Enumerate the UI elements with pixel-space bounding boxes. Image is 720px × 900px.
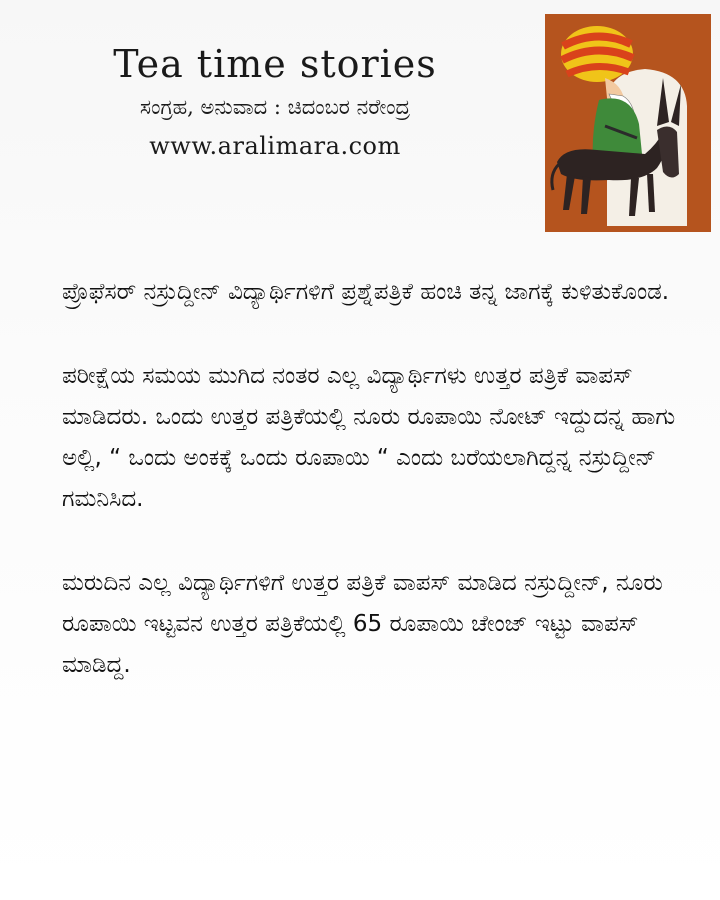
- page-subtitle: ಸಂಗ್ರಹ, ಅನುವಾದ : ಚಿದಂಬರ ನರೇಂದ್ರ: [139, 95, 411, 119]
- story-paragraph: ಪ್ರೊಫೆಸರ್ ನಸ್ರುದ್ದೀನ್ ವಿದ್ಯಾರ್ಥಿಗಳಿಗೆ ಪ್ರಶ್ನೆಪತ್ರಿಕೆ ಹಂಚಿ ತನ್ನ ಜಾಗಕ್ಕೆ ಕುಳಿತುಕೊಂಡ.: [62, 279, 670, 305]
- website-link[interactable]: www.aralimara.com: [149, 132, 401, 160]
- nasruddin-on-donkey-illustration: [545, 14, 711, 232]
- story-paragraph: ಪರೀಕ್ಷೆಯ ಸಮಯ ಮುಗಿದ ನಂತರ ಎಲ್ಲ ವಿದ್ಯಾರ್ಥಿಗಳು ಉತ್ತರ ಪತ್ರಿಕೆ ವಾಪಸ್ ಮಾಡಿದರು. ಒಂದು ಉತ್ತರ ಪತ್ರಿಕೆಯಲ್ಲಿ ನೂರು ರೂಪಾಯಿ ನೋಟ್ ಇದ್ದುದನ್ನ ಹಾಗು ಅಲ್ಲಿ, “ ಒಂದು ಅಂಕಕ್ಕೆ ಒಂದು ರೂಪಾಯಿ “ ಎಂದು ಬರೆಯಲಾಗಿದ್ದನ್ನ ನಸ್ರುದ್ದೀನ್ ಗಮನಿಸಿದ.: [62, 363, 676, 512]
- story-body: [62, 272, 692, 729]
- page-title: Tea time stories: [113, 42, 437, 86]
- story-paragraph: ಮರುದಿನ ಎಲ್ಲ ವಿದ್ಯಾರ್ಥಿಗಳಿಗೆ ಉತ್ತರ ಪತ್ರಿಕೆ ವಾಪಸ್ ಮಾಡಿದ ನಸ್ರುದ್ದೀನ್, ನೂರು ರೂಪಾಯಿ ಇಟ್ಟವನ ಉತ್ತರ ಪತ್ರಿಕೆಯಲ್ಲಿ 65 ರೂಪಾಯಿ ಚೇಂಜ್ ಇಟ್ಟು ವಾಪಸ್ ಮಾಡಿದ್ದ.: [62, 570, 663, 678]
- header: [60, 40, 490, 164]
